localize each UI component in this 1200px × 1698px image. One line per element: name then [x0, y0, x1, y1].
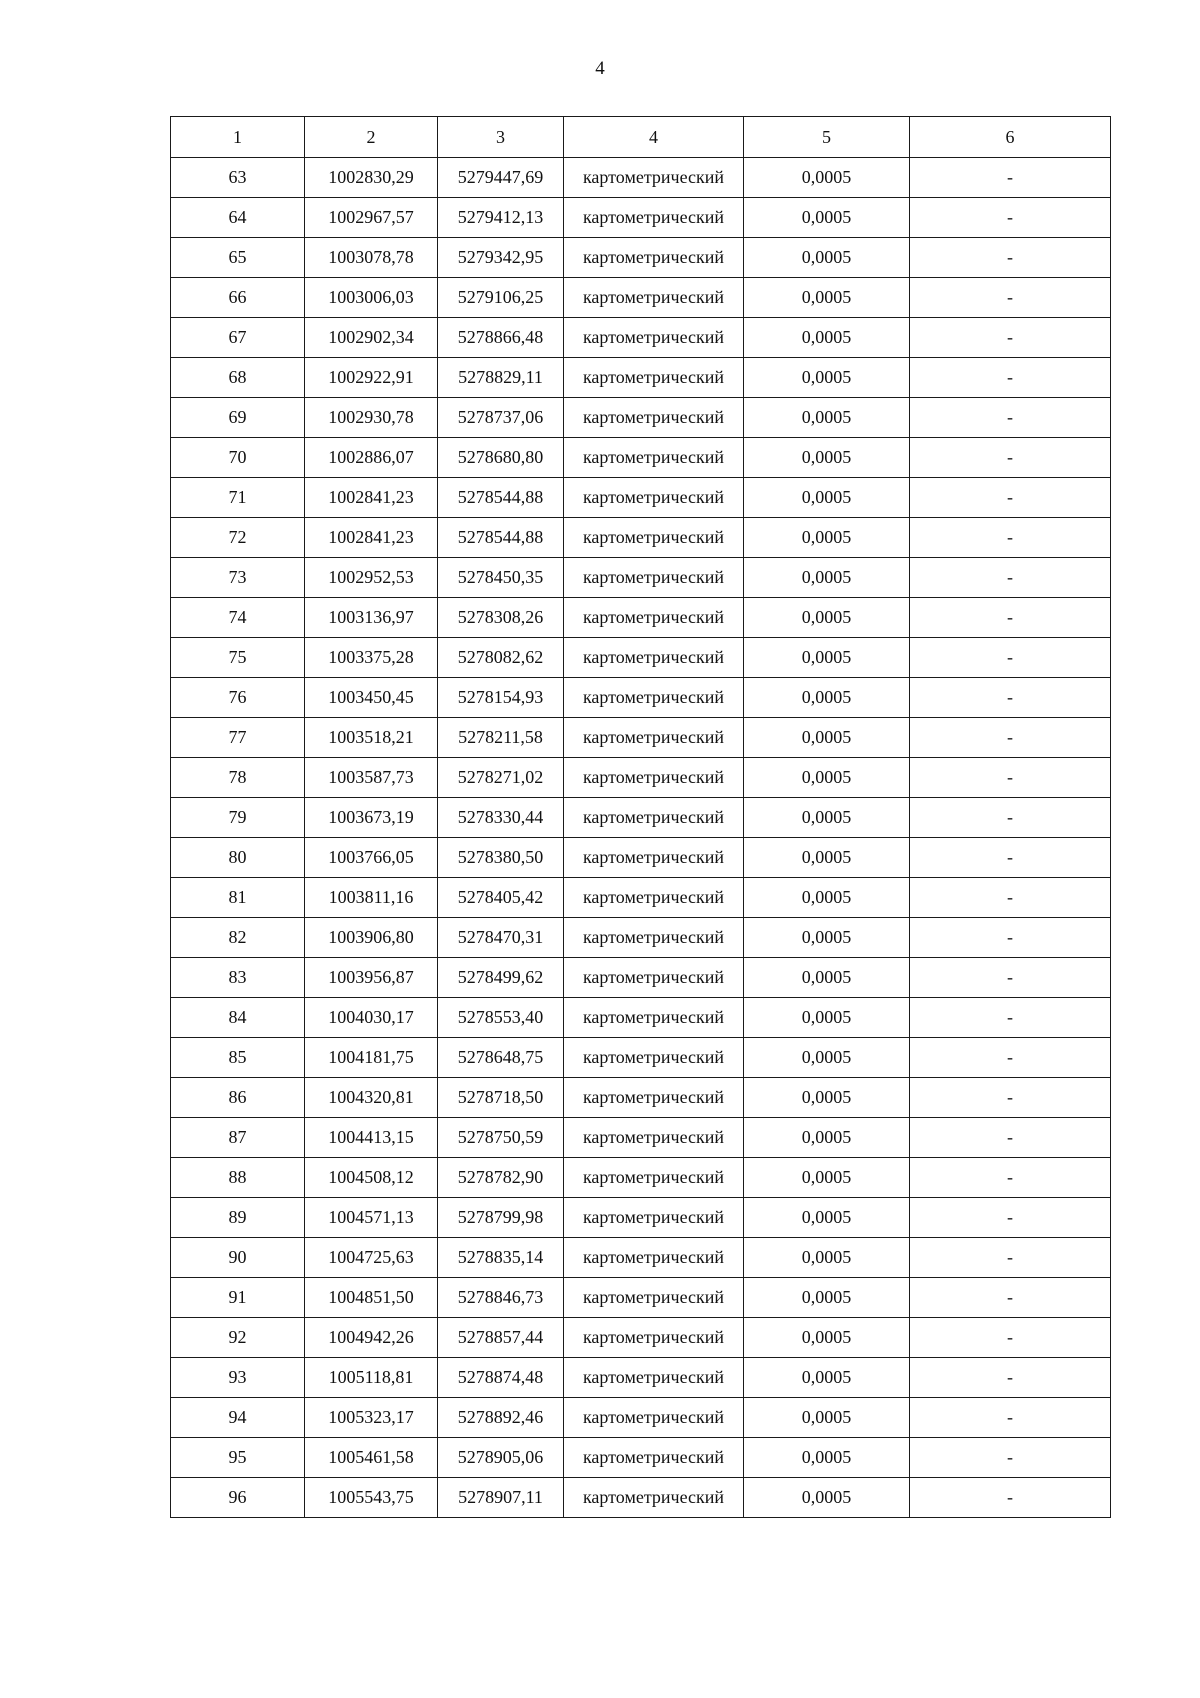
cell-description: - — [910, 1158, 1111, 1198]
cell-accuracy: 0,0005 — [744, 318, 910, 358]
cell-y-coordinate: 5278718,50 — [438, 1078, 564, 1118]
table-row — [171, 1478, 1111, 1518]
cell-point-number: 82 — [171, 918, 305, 958]
cell-x-coordinate: 1003078,78 — [305, 238, 438, 278]
cell-y-coordinate: 5278680,80 — [438, 438, 564, 478]
cell-method: картометрический — [564, 158, 744, 198]
cell-accuracy: 0,0005 — [744, 878, 910, 918]
cell-x-coordinate: 1002930,78 — [305, 398, 438, 438]
cell-accuracy: 0,0005 — [744, 158, 910, 198]
cell-description: - — [910, 758, 1111, 798]
cell-description: - — [910, 638, 1111, 678]
cell-x-coordinate: 1002886,07 — [305, 438, 438, 478]
cell-method: картометрический — [564, 878, 744, 918]
cell-y-coordinate: 5278308,26 — [438, 598, 564, 638]
cell-y-coordinate: 5278905,06 — [438, 1438, 564, 1478]
cell-description: - — [910, 438, 1111, 478]
table-row — [171, 638, 1111, 678]
cell-accuracy: 0,0005 — [744, 718, 910, 758]
cell-x-coordinate: 1002841,23 — [305, 518, 438, 558]
column-header-method: 4 — [564, 117, 744, 158]
cell-method: картометрический — [564, 998, 744, 1038]
cell-point-number: 70 — [171, 438, 305, 478]
cell-accuracy: 0,0005 — [744, 958, 910, 998]
cell-y-coordinate: 5278874,48 — [438, 1358, 564, 1398]
cell-y-coordinate: 5278648,75 — [438, 1038, 564, 1078]
cell-point-number: 67 — [171, 318, 305, 358]
cell-description: - — [910, 878, 1111, 918]
cell-method: картометрический — [564, 558, 744, 598]
page-number: 4 — [595, 58, 605, 79]
table-header — [171, 117, 1111, 158]
cell-method: картометрический — [564, 798, 744, 838]
cell-point-number: 69 — [171, 398, 305, 438]
table-row — [171, 1358, 1111, 1398]
table-body — [171, 158, 1111, 1518]
table-row — [171, 678, 1111, 718]
cell-accuracy: 0,0005 — [744, 1398, 910, 1438]
cell-method: картометрический — [564, 638, 744, 678]
table-row — [171, 1158, 1111, 1198]
cell-method: картометрический — [564, 1198, 744, 1238]
cell-point-number: 91 — [171, 1278, 305, 1318]
cell-description: - — [910, 558, 1111, 598]
cell-point-number: 83 — [171, 958, 305, 998]
cell-description: - — [910, 798, 1111, 838]
cell-y-coordinate: 5278499,62 — [438, 958, 564, 998]
cell-y-coordinate: 5278544,88 — [438, 478, 564, 518]
cell-x-coordinate: 1002841,23 — [305, 478, 438, 518]
cell-accuracy: 0,0005 — [744, 1278, 910, 1318]
cell-accuracy: 0,0005 — [744, 1118, 910, 1158]
cell-accuracy: 0,0005 — [744, 1038, 910, 1078]
cell-x-coordinate: 1003811,16 — [305, 878, 438, 918]
table-row — [171, 438, 1111, 478]
table-row — [171, 518, 1111, 558]
cell-y-coordinate: 5279412,13 — [438, 198, 564, 238]
cell-method: картометрический — [564, 398, 744, 438]
cell-description: - — [910, 1398, 1111, 1438]
cell-method: картометрический — [564, 758, 744, 798]
cell-description: - — [910, 478, 1111, 518]
cell-method: картометрический — [564, 838, 744, 878]
cell-description: - — [910, 158, 1111, 198]
cell-x-coordinate: 1004413,15 — [305, 1118, 438, 1158]
cell-description: - — [910, 718, 1111, 758]
cell-y-coordinate: 5278866,48 — [438, 318, 564, 358]
cell-accuracy: 0,0005 — [744, 478, 910, 518]
cell-accuracy: 0,0005 — [744, 598, 910, 638]
cell-point-number: 84 — [171, 998, 305, 1038]
cell-y-coordinate: 5278082,62 — [438, 638, 564, 678]
cell-y-coordinate: 5278544,88 — [438, 518, 564, 558]
cell-point-number: 71 — [171, 478, 305, 518]
table-row — [171, 558, 1111, 598]
cell-y-coordinate: 5278835,14 — [438, 1238, 564, 1278]
cell-description: - — [910, 1318, 1111, 1358]
cell-point-number: 93 — [171, 1358, 305, 1398]
table-row — [171, 838, 1111, 878]
cell-accuracy: 0,0005 — [744, 1198, 910, 1238]
cell-point-number: 95 — [171, 1438, 305, 1478]
cell-y-coordinate: 5278553,40 — [438, 998, 564, 1038]
column-header-y-coordinate: 3 — [438, 117, 564, 158]
table-row — [171, 318, 1111, 358]
cell-x-coordinate: 1002922,91 — [305, 358, 438, 398]
cell-y-coordinate: 5279342,95 — [438, 238, 564, 278]
cell-method: картометрический — [564, 1158, 744, 1198]
cell-point-number: 88 — [171, 1158, 305, 1198]
column-header-point-number: 1 — [171, 117, 305, 158]
cell-x-coordinate: 1003673,19 — [305, 798, 438, 838]
cell-x-coordinate: 1004725,63 — [305, 1238, 438, 1278]
cell-accuracy: 0,0005 — [744, 518, 910, 558]
cell-x-coordinate: 1002902,34 — [305, 318, 438, 358]
cell-y-coordinate: 5278211,58 — [438, 718, 564, 758]
cell-x-coordinate: 1003006,03 — [305, 278, 438, 318]
table-row — [171, 918, 1111, 958]
cell-x-coordinate: 1004571,13 — [305, 1198, 438, 1238]
cell-accuracy: 0,0005 — [744, 1438, 910, 1478]
cell-y-coordinate: 5278750,59 — [438, 1118, 564, 1158]
cell-y-coordinate: 5278470,31 — [438, 918, 564, 958]
cell-x-coordinate: 1004851,50 — [305, 1278, 438, 1318]
table-row — [171, 998, 1111, 1038]
cell-point-number: 77 — [171, 718, 305, 758]
cell-y-coordinate: 5278846,73 — [438, 1278, 564, 1318]
cell-x-coordinate: 1003450,45 — [305, 678, 438, 718]
cell-point-number: 80 — [171, 838, 305, 878]
cell-point-number: 79 — [171, 798, 305, 838]
cell-point-number: 76 — [171, 678, 305, 718]
table-row — [171, 798, 1111, 838]
table-row — [171, 878, 1111, 918]
table-row — [171, 1238, 1111, 1278]
cell-accuracy: 0,0005 — [744, 798, 910, 838]
cell-accuracy: 0,0005 — [744, 438, 910, 478]
cell-point-number: 73 — [171, 558, 305, 598]
cell-point-number: 94 — [171, 1398, 305, 1438]
cell-point-number: 72 — [171, 518, 305, 558]
cell-accuracy: 0,0005 — [744, 358, 910, 398]
column-header-accuracy: 5 — [744, 117, 910, 158]
cell-description: - — [910, 678, 1111, 718]
cell-accuracy: 0,0005 — [744, 678, 910, 718]
table-row — [171, 478, 1111, 518]
cell-method: картометрический — [564, 1118, 744, 1158]
cell-method: картометрический — [564, 1438, 744, 1478]
cell-point-number: 66 — [171, 278, 305, 318]
cell-x-coordinate: 1004508,12 — [305, 1158, 438, 1198]
cell-y-coordinate: 5278782,90 — [438, 1158, 564, 1198]
cell-method: картометрический — [564, 478, 744, 518]
cell-method: картометрический — [564, 1238, 744, 1278]
cell-x-coordinate: 1005543,75 — [305, 1478, 438, 1518]
cell-method: картометрический — [564, 278, 744, 318]
cell-point-number: 89 — [171, 1198, 305, 1238]
cell-x-coordinate: 1003906,80 — [305, 918, 438, 958]
cell-y-coordinate: 5278330,44 — [438, 798, 564, 838]
cell-description: - — [910, 1438, 1111, 1478]
cell-y-coordinate: 5278857,44 — [438, 1318, 564, 1358]
cell-x-coordinate: 1005118,81 — [305, 1358, 438, 1398]
cell-accuracy: 0,0005 — [744, 1158, 910, 1198]
cell-accuracy: 0,0005 — [744, 638, 910, 678]
table-row — [171, 598, 1111, 638]
cell-x-coordinate: 1004181,75 — [305, 1038, 438, 1078]
cell-accuracy: 0,0005 — [744, 918, 910, 958]
table-row — [171, 758, 1111, 798]
cell-x-coordinate: 1004942,26 — [305, 1318, 438, 1358]
cell-method: картометрический — [564, 678, 744, 718]
table-row — [171, 718, 1111, 758]
cell-description: - — [910, 918, 1111, 958]
cell-description: - — [910, 958, 1111, 998]
cell-method: картометрический — [564, 1038, 744, 1078]
cell-y-coordinate: 5278271,02 — [438, 758, 564, 798]
cell-accuracy: 0,0005 — [744, 278, 910, 318]
cell-description: - — [910, 998, 1111, 1038]
cell-description: - — [910, 278, 1111, 318]
cell-y-coordinate: 5278380,50 — [438, 838, 564, 878]
cell-accuracy: 0,0005 — [744, 1318, 910, 1358]
cell-y-coordinate: 5279447,69 — [438, 158, 564, 198]
table-row — [171, 1278, 1111, 1318]
cell-x-coordinate: 1003956,87 — [305, 958, 438, 998]
cell-accuracy: 0,0005 — [744, 1358, 910, 1398]
cell-accuracy: 0,0005 — [744, 558, 910, 598]
cell-point-number: 68 — [171, 358, 305, 398]
cell-x-coordinate: 1004320,81 — [305, 1078, 438, 1118]
cell-description: - — [910, 318, 1111, 358]
coordinates-table — [170, 116, 1111, 1518]
cell-point-number: 86 — [171, 1078, 305, 1118]
cell-point-number: 63 — [171, 158, 305, 198]
table-row — [171, 1198, 1111, 1238]
cell-description: - — [910, 1198, 1111, 1238]
cell-x-coordinate: 1004030,17 — [305, 998, 438, 1038]
cell-point-number: 64 — [171, 198, 305, 238]
cell-method: картометрический — [564, 358, 744, 398]
table-row — [171, 398, 1111, 438]
cell-accuracy: 0,0005 — [744, 838, 910, 878]
cell-y-coordinate: 5278737,06 — [438, 398, 564, 438]
cell-description: - — [910, 1278, 1111, 1318]
cell-y-coordinate: 5278450,35 — [438, 558, 564, 598]
cell-point-number: 90 — [171, 1238, 305, 1278]
table-row — [171, 1318, 1111, 1358]
cell-point-number: 81 — [171, 878, 305, 918]
cell-x-coordinate: 1005461,58 — [305, 1438, 438, 1478]
cell-description: - — [910, 518, 1111, 558]
cell-point-number: 92 — [171, 1318, 305, 1358]
table-row — [171, 158, 1111, 198]
cell-x-coordinate: 1002952,53 — [305, 558, 438, 598]
cell-method: картометрический — [564, 1478, 744, 1518]
cell-method: картометрический — [564, 1398, 744, 1438]
cell-y-coordinate: 5278829,11 — [438, 358, 564, 398]
cell-point-number: 78 — [171, 758, 305, 798]
cell-description: - — [910, 1238, 1111, 1278]
cell-y-coordinate: 5278154,93 — [438, 678, 564, 718]
table-row — [171, 278, 1111, 318]
header-row — [171, 117, 1111, 158]
table-row — [171, 198, 1111, 238]
table-row — [171, 358, 1111, 398]
cell-description: - — [910, 598, 1111, 638]
cell-description: - — [910, 1038, 1111, 1078]
cell-accuracy: 0,0005 — [744, 1478, 910, 1518]
cell-description: - — [910, 398, 1111, 438]
cell-accuracy: 0,0005 — [744, 1078, 910, 1118]
cell-x-coordinate: 1003587,73 — [305, 758, 438, 798]
table-row — [171, 1398, 1111, 1438]
cell-y-coordinate: 5278907,11 — [438, 1478, 564, 1518]
cell-method: картометрический — [564, 318, 744, 358]
cell-accuracy: 0,0005 — [744, 198, 910, 238]
cell-accuracy: 0,0005 — [744, 758, 910, 798]
table-row — [171, 1438, 1111, 1478]
cell-description: - — [910, 238, 1111, 278]
cell-y-coordinate: 5278892,46 — [438, 1398, 564, 1438]
column-header-x-coordinate: 2 — [305, 117, 438, 158]
cell-point-number: 96 — [171, 1478, 305, 1518]
cell-method: картометрический — [564, 958, 744, 998]
cell-method: картометрический — [564, 1318, 744, 1358]
cell-method: картометрический — [564, 238, 744, 278]
cell-method: картометрический — [564, 198, 744, 238]
cell-method: картометрический — [564, 598, 744, 638]
table-row — [171, 1118, 1111, 1158]
cell-method: картометрический — [564, 1278, 744, 1318]
cell-method: картометрический — [564, 1358, 744, 1398]
cell-point-number: 85 — [171, 1038, 305, 1078]
cell-x-coordinate: 1005323,17 — [305, 1398, 438, 1438]
cell-description: - — [910, 1478, 1111, 1518]
cell-method: картометрический — [564, 918, 744, 958]
cell-x-coordinate: 1003375,28 — [305, 638, 438, 678]
cell-method: картометрический — [564, 718, 744, 758]
cell-accuracy: 0,0005 — [744, 238, 910, 278]
table-row — [171, 958, 1111, 998]
cell-description: - — [910, 198, 1111, 238]
cell-point-number: 65 — [171, 238, 305, 278]
table-row — [171, 1038, 1111, 1078]
cell-method: картометрический — [564, 518, 744, 558]
cell-x-coordinate: 1003518,21 — [305, 718, 438, 758]
cell-y-coordinate: 5278799,98 — [438, 1198, 564, 1238]
table-row — [171, 238, 1111, 278]
table-row — [171, 1078, 1111, 1118]
cell-method: картометрический — [564, 438, 744, 478]
cell-point-number: 74 — [171, 598, 305, 638]
cell-x-coordinate: 1002830,29 — [305, 158, 438, 198]
cell-accuracy: 0,0005 — [744, 398, 910, 438]
cell-method: картометрический — [564, 1078, 744, 1118]
cell-description: - — [910, 358, 1111, 398]
cell-y-coordinate: 5278405,42 — [438, 878, 564, 918]
cell-x-coordinate: 1002967,57 — [305, 198, 438, 238]
cell-description: - — [910, 838, 1111, 878]
cell-y-coordinate: 5279106,25 — [438, 278, 564, 318]
cell-point-number: 87 — [171, 1118, 305, 1158]
cell-point-number: 75 — [171, 638, 305, 678]
cell-description: - — [910, 1078, 1111, 1118]
cell-accuracy: 0,0005 — [744, 998, 910, 1038]
column-header-description: 6 — [910, 117, 1111, 158]
cell-description: - — [910, 1118, 1111, 1158]
cell-accuracy: 0,0005 — [744, 1238, 910, 1278]
cell-x-coordinate: 1003766,05 — [305, 838, 438, 878]
cell-description: - — [910, 1358, 1111, 1398]
cell-x-coordinate: 1003136,97 — [305, 598, 438, 638]
